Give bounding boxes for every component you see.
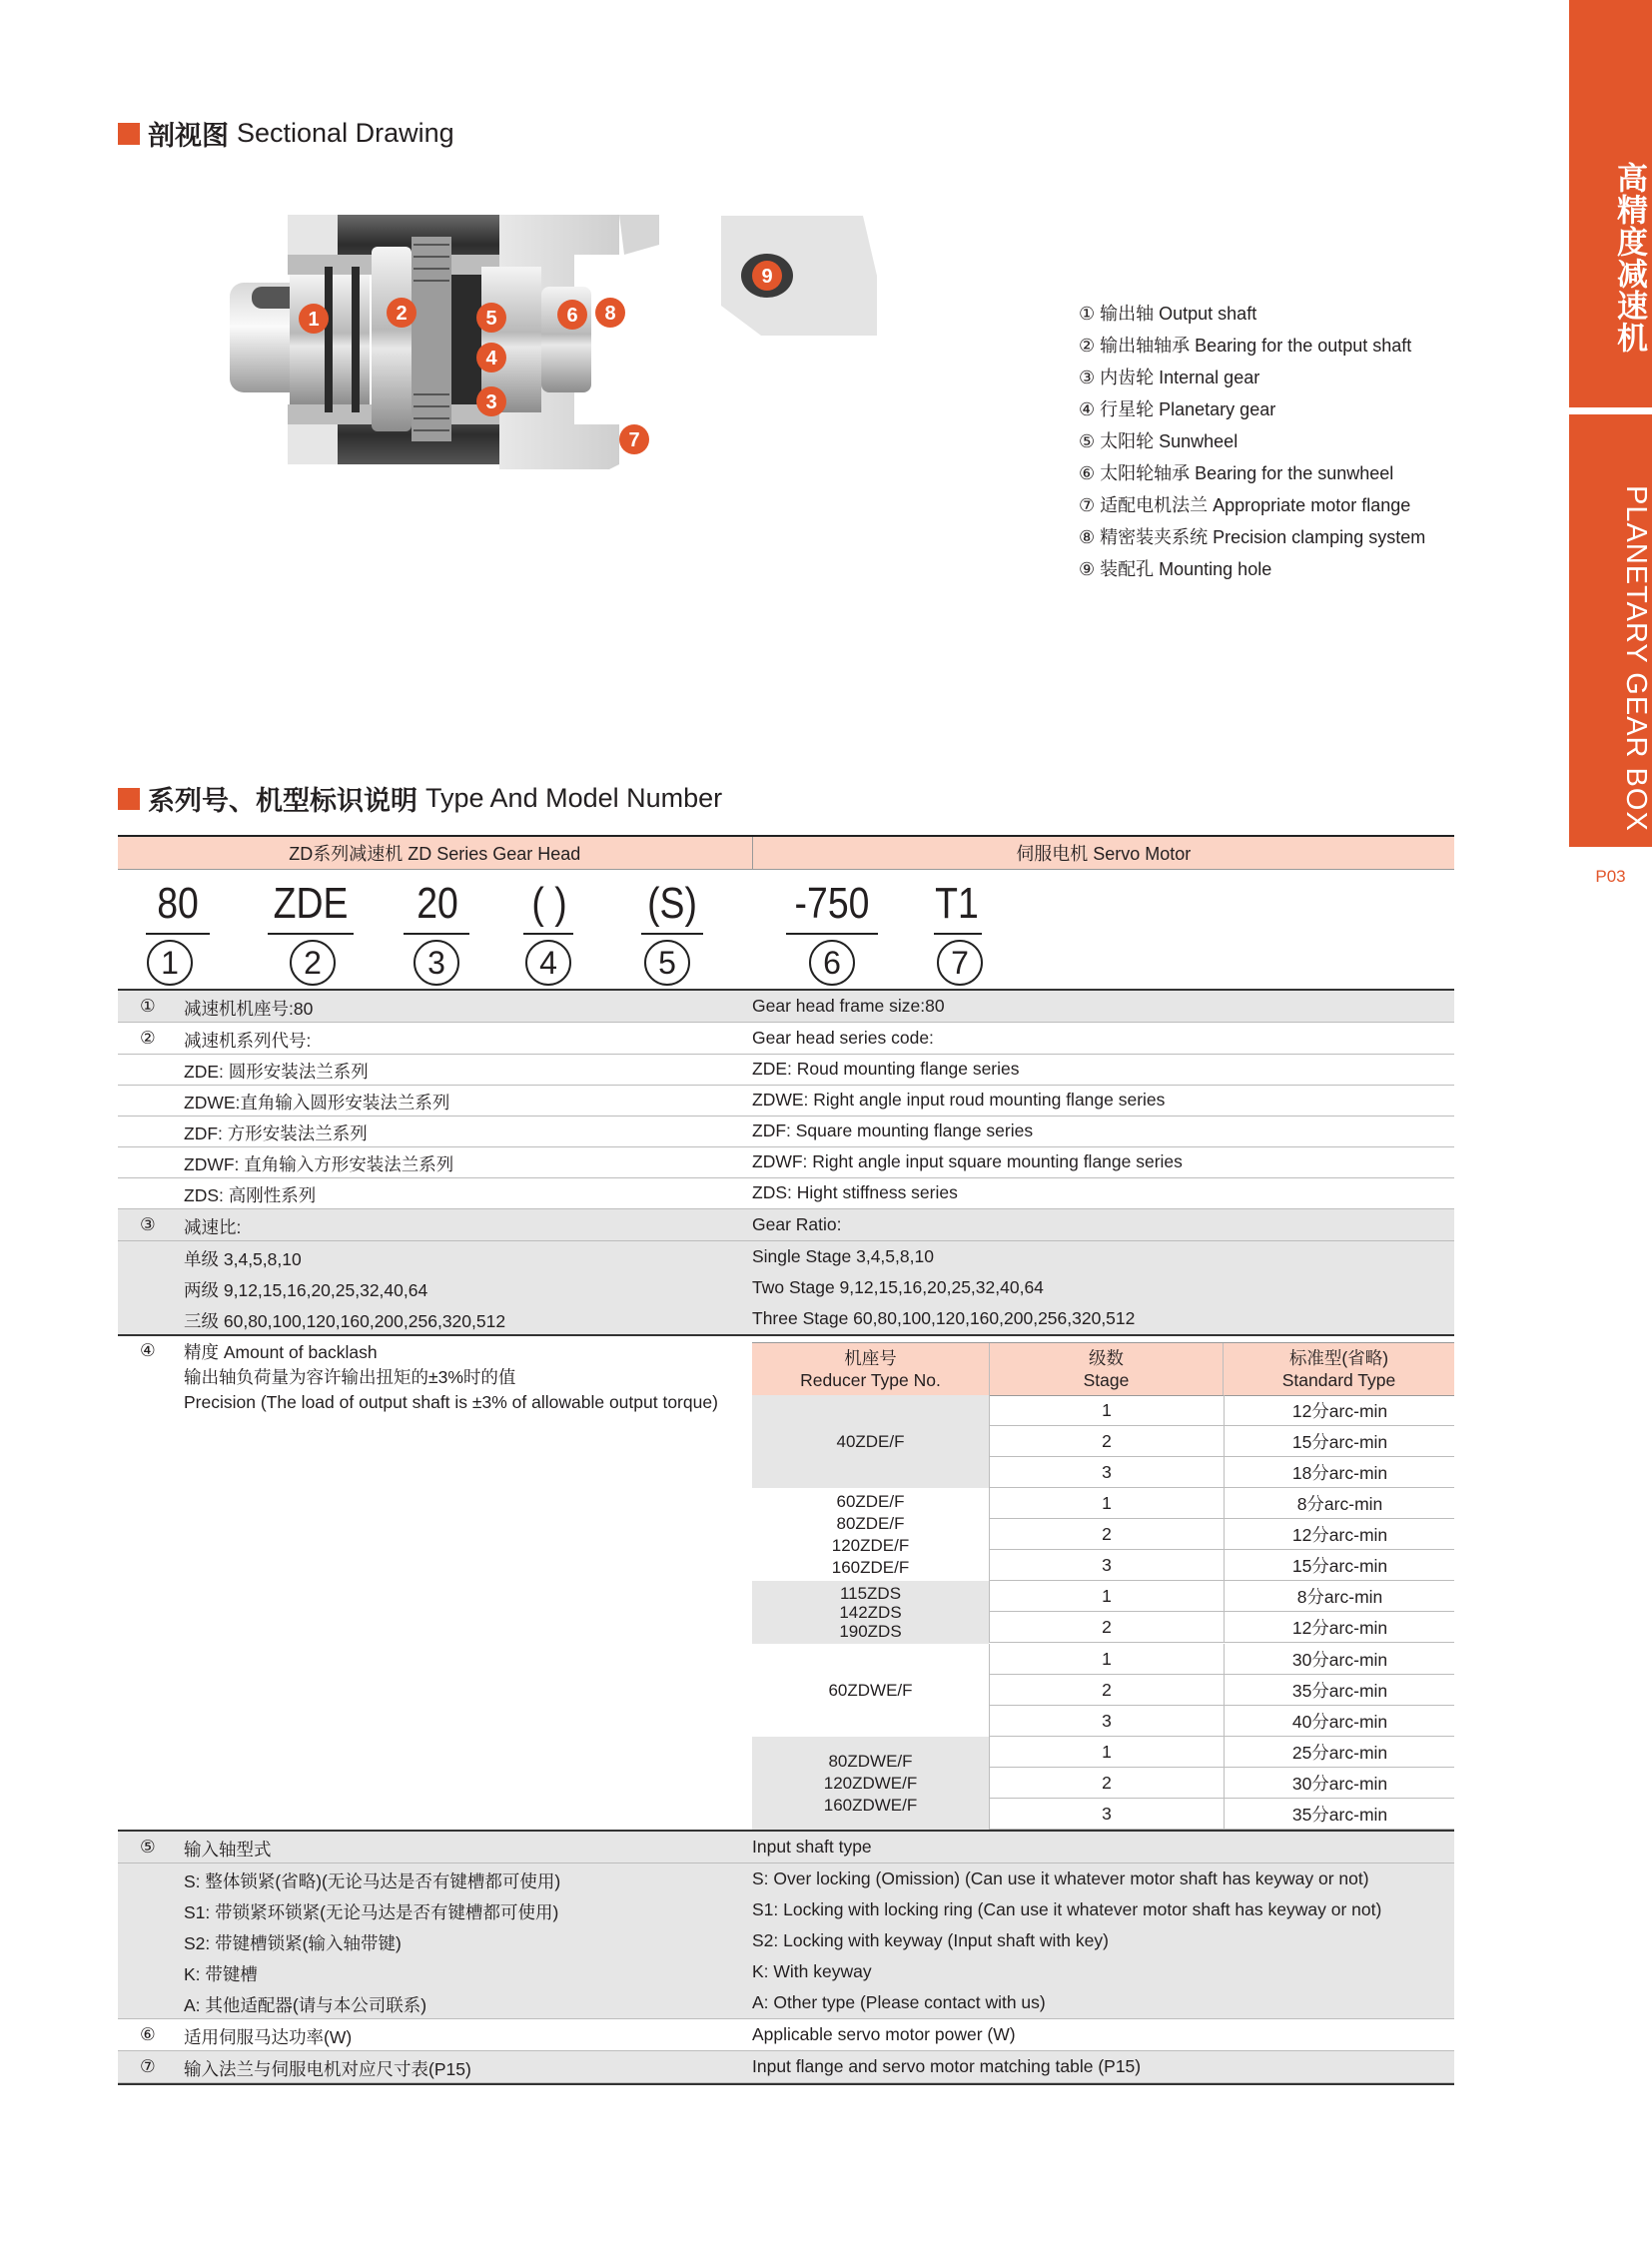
- backlash: 8分arc-min: [1224, 1488, 1455, 1519]
- code-number: 3: [413, 940, 459, 986]
- row-en: S1: Locking with locking ring (Can use it whatever motor shaft has keyway or not): [752, 1899, 1382, 1919]
- backlash: 12分arc-min: [1224, 1395, 1455, 1426]
- backlash: 8分arc-min: [1224, 1581, 1455, 1612]
- legend-item: ⑤ 太阳轮 Sunwheel: [1079, 431, 1239, 451]
- row-cn: 减速机系列代号:: [184, 1031, 312, 1051]
- svg-text:5: 5: [485, 308, 497, 330]
- stage: 2: [1102, 1773, 1112, 1793]
- col-stage-cn: 级数: [1089, 1348, 1124, 1368]
- row-en: S: Over locking (Omission) (Can use it whatever motor shaft has keyway or not): [752, 1868, 1369, 1888]
- row-cn: 两级 9,12,15,16,20,25,32,40,64: [184, 1280, 428, 1300]
- row-number: ②: [140, 1028, 156, 1048]
- type-label: 80ZDWE/F: [828, 1751, 913, 1771]
- code-number: 4: [525, 940, 571, 986]
- code-series: ZDE: [273, 879, 349, 928]
- code-number: 7: [937, 940, 983, 986]
- model-code-row: [118, 879, 1454, 989]
- side-tab-cn-text: 高精度减速机: [1612, 162, 1647, 354]
- col-stage-en: Stage: [1083, 1370, 1130, 1390]
- table-row: [118, 1272, 1454, 1304]
- table-row: [118, 1177, 1454, 1209]
- row-cn: 三级 60,80,100,120,160,200,256,320,512: [184, 1311, 506, 1331]
- row-cn: A: 其他适配器(请与本公司联系): [184, 1995, 427, 2015]
- row-cn: ZDF: 方形安装法兰系列: [184, 1123, 368, 1143]
- row-en: ZDS: Hight stiffness series: [752, 1182, 958, 1202]
- code-frame-size: 80: [157, 879, 199, 928]
- table-row: [118, 1085, 1454, 1117]
- row-cn: 输入法兰与伺服电机对应尺寸表(P15): [184, 2059, 471, 2079]
- row-cn: ZDE: 圆形安装法兰系列: [184, 1062, 369, 1082]
- row-cn: K: 带键槽: [184, 1964, 258, 1984]
- col-standard-en: Standard Type: [1281, 1370, 1396, 1390]
- stage: 3: [1102, 1804, 1112, 1824]
- precision-table-header: [752, 1342, 1454, 1396]
- table-row: [118, 1146, 1454, 1178]
- svg-text:7: 7: [628, 429, 640, 451]
- row-cn: ZDWF: 直角输入方形安装法兰系列: [184, 1154, 454, 1174]
- precision-row: [989, 1737, 1454, 1768]
- planetary-gear: [412, 237, 451, 441]
- code-number: 5: [644, 940, 690, 986]
- row-en: Input flange and servo motor matching table (P15): [752, 2056, 1142, 2076]
- row-en: K: With keyway: [752, 1961, 872, 1981]
- backlash: 40分arc-min: [1224, 1706, 1455, 1737]
- col-type-en: Reducer Type No.: [800, 1370, 941, 1390]
- header-servo: 伺服电机 Servo Motor: [1016, 844, 1192, 864]
- legend-item: ⑥ 太阳轮轴承 Bearing for the sunwheel: [1079, 463, 1394, 483]
- svg-text:3: 3: [485, 391, 497, 413]
- type-group: [752, 1737, 989, 1831]
- svg-text:6: 6: [566, 305, 578, 327]
- table-row: [118, 1956, 1454, 1988]
- code-input-shaft: (S): [647, 879, 697, 928]
- backlash: 18分arc-min: [1224, 1457, 1455, 1488]
- backlash: 30分arc-min: [1224, 1644, 1455, 1675]
- row-cn: 减速机机座号:80: [184, 999, 314, 1019]
- row-cn: 减速比:: [184, 1217, 242, 1237]
- table-row: [118, 1832, 1454, 1864]
- section-title-cn: 系列号、机型标识说明: [148, 786, 417, 816]
- row-cn: S1: 带锁紧环锁紧(无论马达是否有键槽都可使用): [184, 1902, 559, 1922]
- type-label: 160ZDE/F: [831, 1557, 910, 1577]
- precision-row: [989, 1550, 1454, 1581]
- table-row: [118, 1209, 1454, 1241]
- type-label: 115ZDS: [839, 1584, 902, 1603]
- row-number: ⑦: [140, 2056, 156, 2076]
- type-group: [752, 1581, 989, 1645]
- col-type: [752, 1343, 989, 1395]
- legend-item: ① 输出轴 Output shaft: [1079, 304, 1257, 324]
- type-group: [752, 1644, 989, 1738]
- section-title-cn: 剖视图: [148, 121, 229, 151]
- header-gearhead: ZD系列减速机 ZD Series Gear Head: [118, 837, 753, 869]
- legend-item: ⑦ 适配电机法兰 Appropriate motor flange: [1079, 495, 1411, 515]
- model-table-header: [118, 835, 1454, 870]
- legend-item: ② 输出轴轴承 Bearing for the output shaft: [1079, 336, 1412, 356]
- precision-row: [989, 1612, 1454, 1643]
- svg-text:8: 8: [604, 303, 616, 325]
- section-marker: [118, 123, 140, 145]
- type-label: 190ZDS: [839, 1622, 902, 1641]
- row-cn: 适用伺服马达功率(W): [184, 2027, 353, 2047]
- row-cn: S2: 带键槽锁紧(输入轴带键): [184, 1933, 402, 1953]
- row-en: Gear head frame size:80: [752, 996, 945, 1016]
- row-number: ③: [140, 1214, 156, 1234]
- stage: 3: [1102, 1555, 1112, 1575]
- sunwheel: [451, 275, 481, 404]
- precision-row: [989, 1675, 1454, 1706]
- stage: 1: [1102, 1742, 1112, 1762]
- type-label: 120ZDE/F: [831, 1535, 910, 1555]
- svg-text:9: 9: [761, 266, 773, 288]
- legend-item: ⑨ 装配孔 Mounting hole: [1079, 559, 1272, 579]
- col-standard: [1223, 1343, 1454, 1395]
- table-row: [118, 1054, 1454, 1086]
- row-en: S2: Locking with keyway (Input shaft with key): [752, 1930, 1109, 1950]
- svg-text:1: 1: [308, 309, 320, 331]
- section-title-en: Sectional Drawing: [237, 118, 454, 148]
- type-label: 60ZDE/F: [836, 1491, 905, 1511]
- row-en: Input shaft type: [752, 1837, 872, 1857]
- precision-row: [989, 1644, 1454, 1675]
- row-number: ①: [140, 996, 156, 1016]
- row-en: Applicable servo motor power (W): [752, 2024, 1016, 2044]
- precision-description: [184, 1340, 718, 1415]
- backlash: 35分arc-min: [1224, 1799, 1455, 1830]
- page-number: P03: [1595, 867, 1626, 886]
- type-label: 142ZDS: [839, 1603, 902, 1622]
- backlash: 25分arc-min: [1224, 1737, 1455, 1768]
- flange-top-drawing: [721, 216, 877, 336]
- section-title-en: Type And Model Number: [425, 783, 723, 813]
- type-group: [752, 1395, 989, 1489]
- stage: 2: [1102, 1431, 1112, 1451]
- table-row: [118, 1925, 1454, 1957]
- code-motor-power: -750: [794, 879, 870, 928]
- row-en: ZDWE: Right angle input roud mounting flange series: [752, 1090, 1166, 1110]
- precision-row: [989, 1768, 1454, 1799]
- precision-line1: 精度 Amount of backlash: [184, 1342, 378, 1362]
- row-cn: S: 整体锁紧(省略)(无论马达是否有键槽都可使用): [184, 1871, 561, 1891]
- row-en: Gear Ratio:: [752, 1214, 842, 1234]
- section-heading-drawing: [118, 114, 454, 153]
- table-divider: [118, 2083, 1454, 2085]
- code-precision: ( ): [531, 879, 567, 928]
- col-standard-cn: 标准型(省略): [1288, 1348, 1389, 1368]
- row-en: Two Stage 9,12,15,16,20,25,32,40,64: [752, 1277, 1044, 1297]
- svg-text:4: 4: [485, 348, 497, 370]
- row-cn: 单级 3,4,5,8,10: [184, 1249, 302, 1269]
- code-number: 6: [809, 940, 855, 986]
- code-ratio: 20: [416, 879, 458, 928]
- precision-row: [989, 1706, 1454, 1737]
- row-cn: 输入轴型式: [184, 1840, 272, 1860]
- precision-row: [989, 1395, 1454, 1426]
- type-label: 160ZDWE/F: [823, 1795, 918, 1815]
- backlash: 15分arc-min: [1224, 1550, 1455, 1581]
- type-label: 120ZDWE/F: [823, 1773, 918, 1793]
- row-en: ZDE: Roud mounting flange series: [752, 1059, 1020, 1079]
- col-stage: [989, 1343, 1223, 1395]
- section-heading-model: [118, 779, 722, 818]
- precision-line3: Precision (The load of output shaft is ±3% of allowable output torque): [184, 1392, 718, 1412]
- row-en: Three Stage 60,80,100,120,160,200,256,320,512: [752, 1308, 1136, 1328]
- stage: 2: [1102, 1524, 1112, 1544]
- row-en: ZDWF: Right angle input square mounting flange series: [752, 1151, 1183, 1171]
- stage: 1: [1102, 1493, 1112, 1513]
- precision-row: [989, 1488, 1454, 1519]
- table-row: [118, 991, 1454, 1023]
- row-en: Single Stage 3,4,5,8,10: [752, 1246, 934, 1266]
- side-tab-en-text: PLANETARY GEAR BOX: [1620, 484, 1652, 832]
- precision-row: [989, 1426, 1454, 1457]
- type-group: [752, 1488, 989, 1582]
- table-row: [118, 1023, 1454, 1055]
- table-row: [118, 1116, 1454, 1147]
- precision-row: [989, 1519, 1454, 1550]
- section-marker: [118, 788, 140, 810]
- backlash: 15分arc-min: [1224, 1426, 1455, 1457]
- stage: 1: [1102, 1649, 1112, 1669]
- table-row: [118, 1987, 1454, 2019]
- table-row: [118, 1303, 1454, 1335]
- table-row: [118, 2019, 1454, 2051]
- precision-row: [989, 1581, 1454, 1612]
- backlash: 35分arc-min: [1224, 1675, 1455, 1706]
- table-row: [118, 1894, 1454, 1926]
- row-cn: ZDS: 高刚性系列: [184, 1185, 317, 1205]
- backlash: 12分arc-min: [1224, 1612, 1455, 1643]
- type-label: 80ZDE/F: [836, 1513, 905, 1533]
- code-number: 2: [290, 940, 336, 986]
- legend-item: ④ 行星轮 Planetary gear: [1079, 399, 1276, 419]
- backlash: 12分arc-min: [1224, 1519, 1455, 1550]
- precision-row: [989, 1799, 1454, 1830]
- svg-text:2: 2: [396, 303, 408, 325]
- stage: 3: [1102, 1462, 1112, 1482]
- legend-item: ⑧ 精密装夹系统 Precision clamping system: [1079, 527, 1426, 547]
- planet-carrier: [372, 247, 412, 431]
- code-number: 1: [147, 940, 193, 986]
- col-type-cn: 机座号: [844, 1348, 897, 1368]
- type-label: 40ZDE/F: [836, 1431, 905, 1451]
- row-en: ZDF: Square mounting flange series: [752, 1120, 1034, 1140]
- table-row: [118, 2051, 1454, 2083]
- stage: 2: [1102, 1617, 1112, 1637]
- table-divider: [118, 1334, 1454, 1336]
- row-number: ⑤: [140, 1837, 156, 1857]
- row-en: A: Other type (Please contact with us): [752, 1992, 1046, 2012]
- side-tab-cn: [1569, 0, 1652, 407]
- code-flange: T1: [935, 879, 979, 928]
- precision-line2: 输出轴负荷量为容许输出扭矩的±3%时的值: [184, 1367, 516, 1387]
- legend-item: ③ 内齿轮 Internal gear: [1079, 368, 1260, 387]
- stage: 3: [1102, 1711, 1112, 1731]
- backlash: 30分arc-min: [1224, 1768, 1455, 1799]
- row-en: Gear head series code:: [752, 1028, 934, 1048]
- type-label: 60ZDWE/F: [828, 1680, 913, 1700]
- precision-number: ④: [140, 1340, 156, 1360]
- stage: 1: [1102, 1586, 1112, 1606]
- stage: 2: [1102, 1680, 1112, 1700]
- drawing-legend: [1079, 298, 1425, 585]
- table-row: [118, 1864, 1454, 1895]
- row-number: ⑥: [140, 2024, 156, 2044]
- stage: 1: [1102, 1400, 1112, 1420]
- side-tab-en: [1569, 414, 1652, 847]
- precision-row: [989, 1457, 1454, 1488]
- row-cn: ZDWE:直角输入圆形安装法兰系列: [184, 1093, 450, 1113]
- table-row: [118, 1241, 1454, 1273]
